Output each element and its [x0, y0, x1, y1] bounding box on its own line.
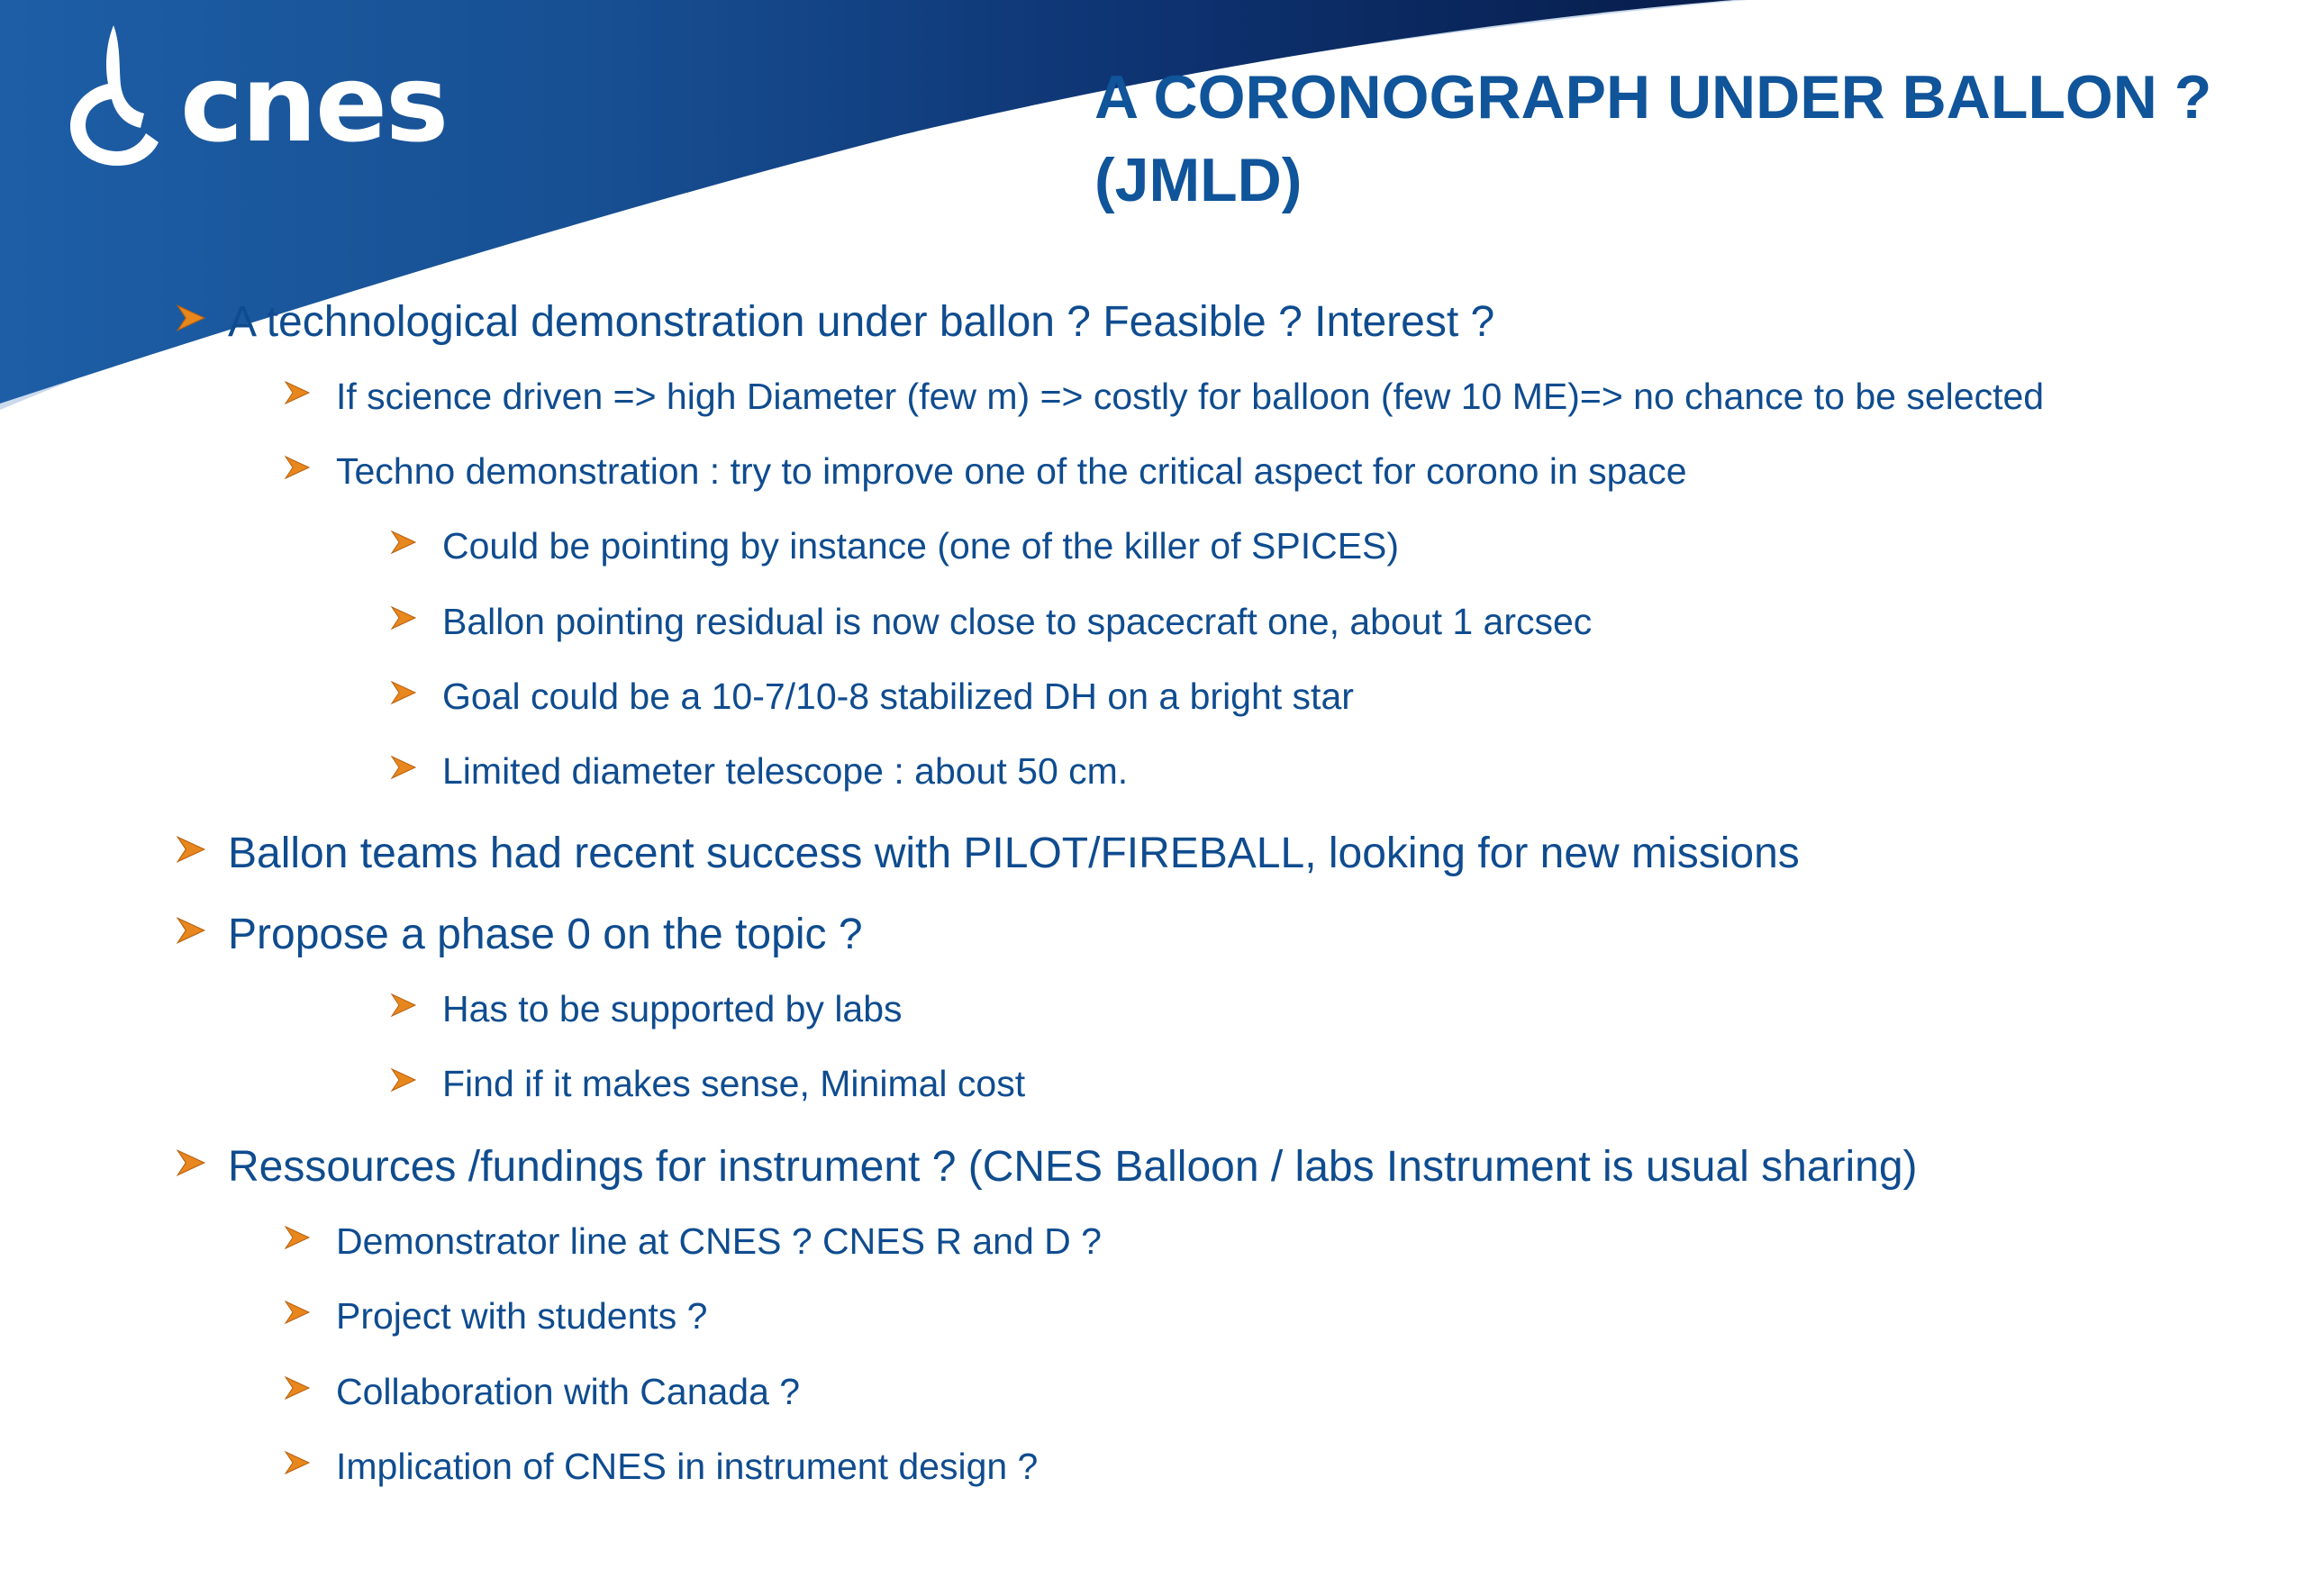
bullet-text: Ressources /fundings for instrument ? (CNES Balloon / labs Instrument is usual sharing) — [228, 1143, 1918, 1191]
bullet-text: Project with students ? — [336, 1295, 708, 1337]
bullet-text: A technological demonstration under ballon ? Feasible ? Interest ? — [228, 298, 1495, 346]
bullet-text: Techno demonstration : try to improve one of the critical aspect for corono in space — [336, 450, 1687, 492]
logo-text: cnes — [180, 41, 448, 166]
slide-title-line2: (JMLD) — [1094, 146, 1303, 214]
bullet-text: Find if it makes sense, Minimal cost — [442, 1063, 1026, 1104]
bullet-arrow-icon — [390, 604, 417, 631]
bullet-arrow-icon — [390, 679, 417, 706]
bullet-arrow-icon — [284, 1449, 311, 1476]
bullet-text: Ballon teams had recent success with PILOT/FIREBALL, looking for new missions — [228, 830, 1800, 877]
bullet-text: Limited diameter telescope : about 50 cm. — [442, 750, 1129, 792]
bullet-text: If science driven => high Diameter (few m) => costly for balloon (few 10 ME)=> no chance to be selected — [336, 376, 2045, 417]
bullet-text: Ballon pointing residual is now close to spacecraft one, about 1 arcsec — [442, 601, 1593, 642]
slide-title — [1094, 56, 2283, 222]
bullet-text: Has to be supported by labs — [442, 988, 903, 1029]
bullet-text: Demonstrator line at CNES ? CNES R and D ? — [336, 1220, 1102, 1262]
bullet-arrow-icon — [176, 915, 206, 946]
bullet-arrow-icon — [390, 754, 417, 781]
bullet-arrow-icon — [284, 1299, 311, 1326]
bullet-arrow-icon — [176, 834, 206, 865]
bullet-arrow-icon — [390, 529, 417, 556]
bullet-text: Propose a phase 0 on the topic ? — [228, 911, 863, 958]
bullet-arrow-icon — [390, 992, 417, 1019]
cnes-logo — [61, 25, 512, 169]
bullet-text: Collaboration with Canada ? — [336, 1371, 801, 1412]
bullet-text: Implication of CNES in instrument design ? — [336, 1446, 1039, 1487]
bullet-text: Goal could be a 10-7/10-8 stabilized DH on a bright star — [442, 676, 1354, 717]
bullet-arrow-icon — [176, 1147, 206, 1178]
bullet-arrow-icon — [390, 1066, 417, 1093]
bullet-arrow-icon — [284, 1374, 311, 1401]
bullet-arrow-icon — [176, 303, 206, 333]
slide-title-line1: A CORONOGRAPH UNDER BALLON ? — [1094, 63, 2212, 131]
bullet-text: Could be pointing by instance (one of the killer of SPICES) — [442, 525, 1400, 567]
bullet-arrow-icon — [284, 379, 311, 406]
bullet-arrow-icon — [284, 1224, 311, 1251]
bullet-arrow-icon — [284, 454, 311, 481]
